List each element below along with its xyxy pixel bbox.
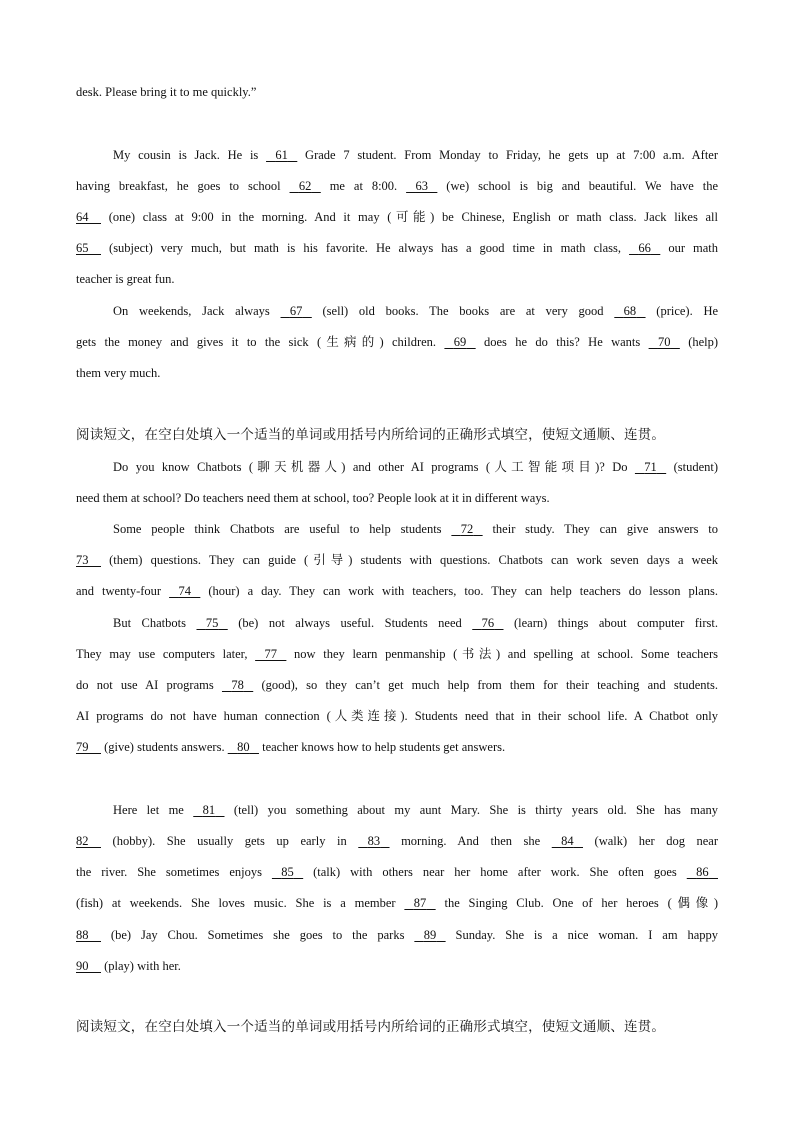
text: gets the money and gives it to the sick (生病的) children. (76, 335, 437, 349)
passage2-line-7 (76, 332, 718, 352)
passage2-line-1 (113, 145, 718, 165)
text: teacher knows how to help students get answers. (262, 740, 506, 754)
document-page (76, 0, 718, 1123)
text: (tell) you something about my aunt Mary. She is thirty years old. She has many (233, 803, 719, 817)
text: (play) with her. (104, 959, 181, 973)
passage3-line-4 (76, 550, 718, 570)
blank-81[interactable]: 81 (202, 803, 216, 817)
text: Grade 7 student. From Monday to Friday, he gets up at 7:00 a.m. After (305, 148, 719, 162)
text: (be) not always useful. Students need (238, 616, 462, 630)
text: Here let me (113, 803, 184, 817)
passage2-line-2 (76, 176, 718, 196)
text: (one) class at 9:00 in the morning. And it may (可能) be Chinese, English or math class. Jack likes all (108, 210, 718, 224)
passage3-line-1 (113, 457, 718, 477)
text: (sell) old books. The books are at very good (322, 304, 604, 318)
text: the river. She sometimes enjoys (76, 865, 262, 879)
text: On weekends, Jack always (113, 304, 270, 318)
text: (hour) a day. They can work with teachers, too. They can help teachers do lesson plans. (208, 584, 719, 598)
text: teacher is great fun. (76, 272, 175, 286)
text: their study. They can give answers to (492, 522, 719, 536)
blank-86[interactable]: 86 (696, 865, 709, 879)
blank-72[interactable]: 72 (460, 522, 474, 536)
text: (subject) very much, but math is his favorite. He always has a good time in math class, (109, 241, 622, 255)
text: (good), so they can’t get much help from them for their teaching and students. (261, 678, 719, 692)
text: morning. And then she (401, 834, 541, 848)
blank-63[interactable]: 63 (415, 179, 428, 193)
text: My cousin is Jack. He is (113, 148, 259, 162)
text: does he do this? He wants (484, 335, 641, 349)
passage-tail-line (76, 82, 718, 102)
blank-69[interactable]: 69 (453, 335, 467, 349)
passage4-line-2 (76, 831, 718, 851)
passage3-line-6 (113, 613, 718, 633)
text: the Singing Club. One of her heroes (偶像) (444, 896, 719, 910)
passage3-line-9 (76, 706, 718, 726)
text: do not use AI programs (76, 678, 214, 692)
passage3-line-3 (113, 519, 718, 539)
blank-78[interactable]: 78 (231, 678, 244, 692)
text: having breakfast, he goes to school (76, 179, 281, 193)
passage3-line-5 (76, 581, 718, 601)
blank-67[interactable]: 67 (289, 304, 303, 318)
text: Sunday. She is a nice woman. I am happy (455, 928, 719, 942)
passage4-line-1 (113, 800, 718, 820)
text: (walk) her dog near (594, 834, 719, 848)
blank-83[interactable]: 83 (367, 834, 381, 848)
text: need them at school? Do teachers need them at school, too? People look at it in different ways. (76, 491, 550, 505)
passage4-line-5 (76, 925, 718, 945)
passage2-line-3 (76, 207, 718, 227)
passage4-line-6 (76, 956, 718, 976)
text: (them) questions. They can guide (引导) students with questions. Chatbots can work seven days a week (109, 553, 719, 567)
text: (be) Jay Chou. Sometimes she goes to the parks (110, 928, 405, 942)
blank-65[interactable]: 65 (76, 241, 89, 255)
blank-79[interactable]: 79 (76, 740, 89, 754)
passage4-line-3 (76, 862, 718, 882)
blank-64[interactable]: 64 (76, 210, 89, 224)
text: them very much. (76, 366, 161, 380)
text: 阅读短文，在空白处填入一个适当的单词或用括号内所给词的正确形式填空，使短文通顺、连贯。 (76, 1019, 666, 1034)
passage3-line-7 (76, 644, 718, 664)
text: and twenty-four (76, 584, 162, 598)
text: (learn) things about computer first. (513, 616, 719, 630)
blank-70[interactable]: 70 (657, 335, 671, 349)
passage4-line-4 (76, 893, 718, 913)
passage2-line-5 (76, 269, 718, 289)
text: They may use computers later, (76, 647, 248, 661)
passage2-line-6 (113, 301, 718, 321)
blank-84[interactable]: 84 (561, 834, 574, 848)
blank-73[interactable]: 73 (76, 553, 89, 567)
passage3-line-2 (76, 488, 718, 508)
passage3-line-8 (76, 675, 718, 695)
passage2-line-4 (76, 238, 718, 258)
text: (talk) with others near her home after work. She often goes (313, 865, 677, 879)
text: (fish) at weekends. She loves music. She is a member (76, 896, 396, 910)
blank-75[interactable]: 75 (205, 616, 219, 630)
blank-71[interactable]: 71 (644, 460, 657, 474)
blank-66[interactable]: 66 (638, 241, 651, 255)
blank-87[interactable]: 87 (413, 896, 427, 910)
blank-82[interactable]: 82 (76, 834, 89, 848)
text: 阅读短文，在空白处填入一个适当的单词或用括号内所给词的正确形式填空，使短文通顺、连贯。 (76, 427, 666, 442)
text: now they learn penmanship (书法) and spelling at school. Some teachers (294, 647, 718, 661)
instruction-heading (76, 425, 718, 445)
passage3-line-10 (76, 737, 718, 757)
passage2-line-8 (76, 363, 718, 383)
text: Do you know Chatbots (聊天机器人) and other AI programs (人工智能项目)? Do (113, 460, 628, 474)
text: me at 8:00. (329, 179, 398, 193)
blank-90[interactable]: 90 (76, 959, 89, 973)
instruction-heading-2 (76, 1017, 718, 1037)
text: But Chatbots (113, 616, 186, 630)
text: AI programs do not have human connection (人类连接). Students need that in their school life. A Chatbot only (76, 709, 718, 723)
text: (price). He (656, 304, 719, 318)
text: (help) (688, 335, 719, 349)
text: (we) school is big and beautiful. We have the (446, 179, 719, 193)
blank-68[interactable]: 68 (623, 304, 637, 318)
blank-74[interactable]: 74 (178, 584, 191, 598)
blank-61[interactable]: 61 (275, 148, 288, 162)
text: (give) students answers. (104, 740, 225, 754)
blank-77[interactable]: 77 (264, 647, 277, 661)
blank-85[interactable]: 85 (281, 865, 294, 879)
blank-88[interactable]: 88 (76, 928, 89, 942)
text: (student) (673, 460, 719, 474)
blank-76[interactable]: 76 (481, 616, 495, 630)
text: desk. Please bring it to me quickly.” (76, 85, 257, 99)
text: our math (668, 241, 719, 255)
text: (hobby). She usually gets up early in (112, 834, 347, 848)
blank-62[interactable]: 62 (298, 179, 312, 193)
blank-89[interactable]: 89 (423, 928, 437, 942)
text: Some people think Chatbots are useful to help students (113, 522, 442, 536)
blank-80[interactable]: 80 (237, 740, 250, 754)
